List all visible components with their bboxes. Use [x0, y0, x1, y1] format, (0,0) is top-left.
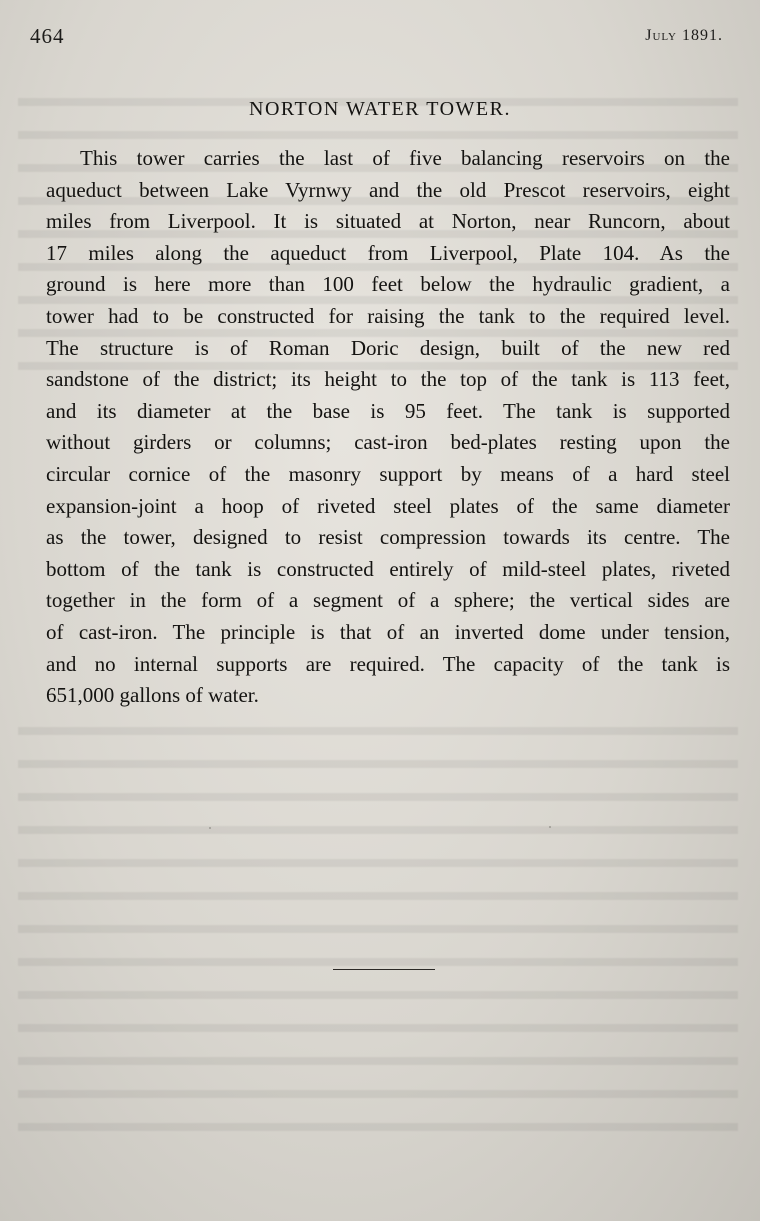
text-line: The structure is of Roman Doric design, built of the new red [46, 335, 730, 360]
text-line: of cast-iron. The principle is that of an inverted dome under tension, [46, 619, 730, 644]
page-number: 464 [30, 24, 65, 48]
article-paragraph [46, 143, 730, 712]
text-line: circular cornice of the masonry support by means of a hard steel [46, 461, 730, 486]
running-head-date: July 1891. [645, 27, 723, 44]
text-line: without girders or columns; cast-iron bed-plates resting upon the [46, 430, 730, 455]
text-line: This tower carries the last of five balancing reservoirs on the [80, 146, 730, 170]
section-divider-rule [333, 969, 435, 970]
text-line: 651,000 gallons of water. [46, 683, 259, 708]
text-line: as the tower, designed to resist compression towards its centre. The [46, 525, 730, 550]
paper-speck [549, 826, 551, 828]
show-through-bottom [18, 715, 738, 1155]
text-line: sandstone of the district; its height to the top of the tank is 113 feet, [46, 367, 730, 392]
text-line: and no internal supports are required. The capacity of the tank is [46, 651, 730, 676]
text-line: aqueduct between Lake Vyrnwy and the old Prescot reservoirs, eight [46, 177, 730, 202]
text-line: 17 miles along the aqueduct from Liverpool, Plate 104. As the [46, 240, 730, 265]
text-line: expansion-joint a hoop of riveted steel plates of the same diameter [46, 493, 730, 518]
text-line: together in the form of a segment of a sphere; the vertical sides are [46, 588, 730, 613]
text-line: ground is here more than 100 feet below the hydraulic gradient, a [46, 272, 730, 297]
text-line: tower had to be constructed for raising the tank to the required level. [46, 303, 730, 328]
article-title: NORTON WATER TOWER. [249, 98, 511, 120]
text-line: miles from Liverpool. It is situated at Norton, near Runcorn, about [46, 209, 730, 234]
text-line: bottom of the tank is constructed entirely of mild-steel plates, riveted [46, 556, 730, 581]
paper-speck [209, 827, 211, 829]
text-line: and its diameter at the base is 95 feet. The tank is supported [46, 398, 730, 423]
